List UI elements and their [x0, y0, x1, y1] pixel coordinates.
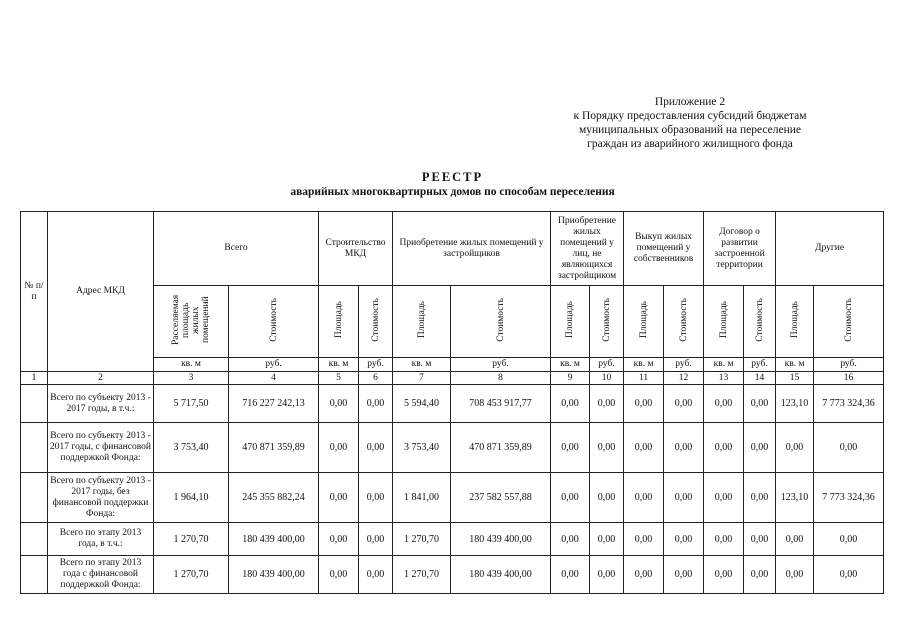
data-cell: 1 964,10	[154, 473, 229, 523]
data-cell: 0,00	[359, 473, 393, 523]
group-buyout: Выкуп жилых помещений у собственников	[624, 212, 704, 286]
data-cell: 0,00	[590, 523, 624, 556]
data-cell: 0,00	[624, 473, 664, 523]
row-num	[21, 473, 48, 523]
table-row	[21, 523, 884, 556]
table-row	[21, 473, 884, 523]
data-cell: 0,00	[624, 523, 664, 556]
header-group-row	[21, 212, 884, 286]
unit-cell: руб.	[664, 358, 704, 372]
data-cell: 0,00	[744, 423, 776, 473]
subheader-resettled-area: Расселяемая площадь жилых помещений	[154, 286, 229, 358]
column-number: 2	[48, 372, 154, 385]
title-main: РЕЕСТР	[421, 170, 484, 184]
subheader-cost: Стоимость	[359, 286, 393, 358]
data-cell: 0,00	[664, 385, 704, 423]
data-cell: 0,00	[590, 473, 624, 523]
data-cell: 0,00	[704, 423, 744, 473]
data-cell: 0,00	[814, 523, 884, 556]
unit-cell: руб.	[229, 358, 319, 372]
table-row	[21, 556, 884, 594]
unit-cell: кв. м	[319, 358, 359, 372]
data-cell: 0,00	[551, 385, 590, 423]
data-cell: 0,00	[551, 523, 590, 556]
subheader-area: Площадь	[551, 286, 590, 358]
data-cell: 0,00	[814, 556, 884, 594]
data-cell: 0,00	[744, 385, 776, 423]
column-number: 3	[154, 372, 229, 385]
column-number: 9	[551, 372, 590, 385]
data-cell: 1 270,70	[154, 556, 229, 594]
unit-cell: руб.	[359, 358, 393, 372]
data-cell: 0,00	[319, 556, 359, 594]
group-non-developer-purchase: Приобретение жилых помещений у лиц, не являющихся застройщиком	[551, 212, 624, 286]
subheader-area: Площадь	[776, 286, 814, 358]
data-cell: 0,00	[624, 385, 664, 423]
data-cell: 716 227 242,13	[229, 385, 319, 423]
data-cell: 5 594,40	[393, 385, 451, 423]
data-cell: 123,10	[776, 385, 814, 423]
column-number: 15	[776, 372, 814, 385]
data-cell: 245 355 882,24	[229, 473, 319, 523]
data-cell: 3 753,40	[154, 423, 229, 473]
column-number: 8	[451, 372, 551, 385]
data-cell: 0,00	[590, 385, 624, 423]
data-cell: 0,00	[664, 473, 704, 523]
unit-cell: руб.	[744, 358, 776, 372]
data-cell: 0,00	[551, 423, 590, 473]
data-cell: 180 439 400,00	[451, 523, 551, 556]
data-cell: 0,00	[776, 556, 814, 594]
data-cell: 0,00	[744, 523, 776, 556]
group-construction: Строительство МКД	[319, 212, 393, 286]
group-developer-purchase: Приобретение жилых помещений у застройщиков	[393, 212, 551, 286]
data-cell: 0,00	[590, 556, 624, 594]
header-address: Адрес МКД	[48, 212, 154, 372]
unit-cell: руб.	[451, 358, 551, 372]
column-number: 6	[359, 372, 393, 385]
document-title	[0, 170, 905, 200]
data-cell: 0,00	[319, 523, 359, 556]
data-cell: 0,00	[551, 556, 590, 594]
data-cell: 1 270,70	[393, 556, 451, 594]
unit-cell: кв. м	[624, 358, 664, 372]
data-cell: 0,00	[551, 473, 590, 523]
row-num	[21, 385, 48, 423]
row-address: Всего по этапу 2013 года с финансовой поддержкой Фонда:	[48, 556, 154, 594]
data-cell: 0,00	[359, 423, 393, 473]
data-cell: 180 439 400,00	[451, 556, 551, 594]
data-cell: 0,00	[814, 423, 884, 473]
data-cell: 180 439 400,00	[229, 556, 319, 594]
column-number: 7	[393, 372, 451, 385]
row-address: Всего по субъекту 2013 - 2017 годы, в т.ч.:	[48, 385, 154, 423]
column-number: 12	[664, 372, 704, 385]
appendix-note	[540, 95, 840, 151]
appendix-line: к Порядку предоставления субсидий бюджетам	[573, 110, 807, 122]
unit-cell: руб.	[814, 358, 884, 372]
header-num: № п/п	[21, 212, 48, 372]
row-address: Всего по субъекту 2013 - 2017 годы, без финансовой поддержки Фонда:	[48, 473, 154, 523]
group-development-agreement: Договор о развитии застроенной территории	[704, 212, 776, 286]
unit-cell: кв. м	[776, 358, 814, 372]
data-cell: 0,00	[704, 473, 744, 523]
data-cell: 0,00	[359, 556, 393, 594]
data-cell: 237 582 557,88	[451, 473, 551, 523]
column-number-row	[21, 372, 884, 385]
data-cell: 0,00	[664, 556, 704, 594]
registry-table	[20, 211, 884, 594]
row-num	[21, 523, 48, 556]
data-cell: 1 270,70	[393, 523, 451, 556]
unit-cell: руб.	[590, 358, 624, 372]
column-number: 14	[744, 372, 776, 385]
data-cell: 708 453 917,77	[451, 385, 551, 423]
column-number: 1	[21, 372, 48, 385]
unit-cell: кв. м	[154, 358, 229, 372]
data-cell: 0,00	[664, 523, 704, 556]
subheader-cost: Стоимость	[451, 286, 551, 358]
appendix-line: муниципальных образований на переселение	[578, 124, 802, 136]
column-number: 11	[624, 372, 664, 385]
data-cell: 0,00	[744, 473, 776, 523]
data-cell: 0,00	[624, 423, 664, 473]
data-cell: 0,00	[744, 556, 776, 594]
data-cell: 0,00	[704, 385, 744, 423]
subheader-area: Площадь	[393, 286, 451, 358]
table-row	[21, 423, 884, 473]
data-cell: 0,00	[776, 523, 814, 556]
column-number: 10	[590, 372, 624, 385]
data-cell: 470 871 359,89	[229, 423, 319, 473]
subheader-cost: Стоимость	[229, 286, 319, 358]
group-total: Всего	[154, 212, 319, 286]
data-cell: 0,00	[776, 423, 814, 473]
column-number: 4	[229, 372, 319, 385]
row-num	[21, 423, 48, 473]
group-other: Другие	[776, 212, 884, 286]
data-cell: 470 871 359,89	[451, 423, 551, 473]
subheader-cost: Стоимость	[664, 286, 704, 358]
row-num	[21, 556, 48, 594]
table-row	[21, 385, 884, 423]
data-cell: 0,00	[704, 556, 744, 594]
data-cell: 0,00	[319, 473, 359, 523]
subheader-cost: Стоимость	[744, 286, 776, 358]
data-cell: 1 841,00	[393, 473, 451, 523]
data-cell: 0,00	[359, 385, 393, 423]
data-cell: 0,00	[624, 556, 664, 594]
data-cell: 0,00	[359, 523, 393, 556]
data-cell: 123,10	[776, 473, 814, 523]
row-address: Всего по субъекту 2013 - 2017 годы, с финансовой поддержкой Фонда:	[48, 423, 154, 473]
subheader-cost: Стоимость	[590, 286, 624, 358]
unit-cell: кв. м	[551, 358, 590, 372]
data-cell: 5 717,50	[154, 385, 229, 423]
data-cell: 7 773 324,36	[814, 385, 884, 423]
data-cell: 0,00	[704, 523, 744, 556]
unit-cell: кв. м	[704, 358, 744, 372]
subheader-area: Площадь	[319, 286, 359, 358]
data-cell: 0,00	[319, 385, 359, 423]
unit-cell: кв. м	[393, 358, 451, 372]
data-cell: 7 773 324,36	[814, 473, 884, 523]
data-cell: 0,00	[319, 423, 359, 473]
data-cell: 0,00	[664, 423, 704, 473]
data-cell: 180 439 400,00	[229, 523, 319, 556]
subheader-area: Площадь	[704, 286, 744, 358]
column-number: 16	[814, 372, 884, 385]
appendix-line: Приложение 2	[654, 96, 726, 108]
subheader-area: Площадь	[624, 286, 664, 358]
title-sub: аварийных многоквартирных домов по способам переселения	[290, 186, 615, 198]
column-number: 5	[319, 372, 359, 385]
data-cell: 3 753,40	[393, 423, 451, 473]
data-cell: 0,00	[590, 423, 624, 473]
column-number: 13	[704, 372, 744, 385]
appendix-line: граждан из аварийного жилищного фонда	[587, 138, 793, 150]
row-address: Всего по этапу 2013 года, в т.ч.:	[48, 523, 154, 556]
subheader-cost: Стоимость	[814, 286, 884, 358]
data-cell: 1 270,70	[154, 523, 229, 556]
